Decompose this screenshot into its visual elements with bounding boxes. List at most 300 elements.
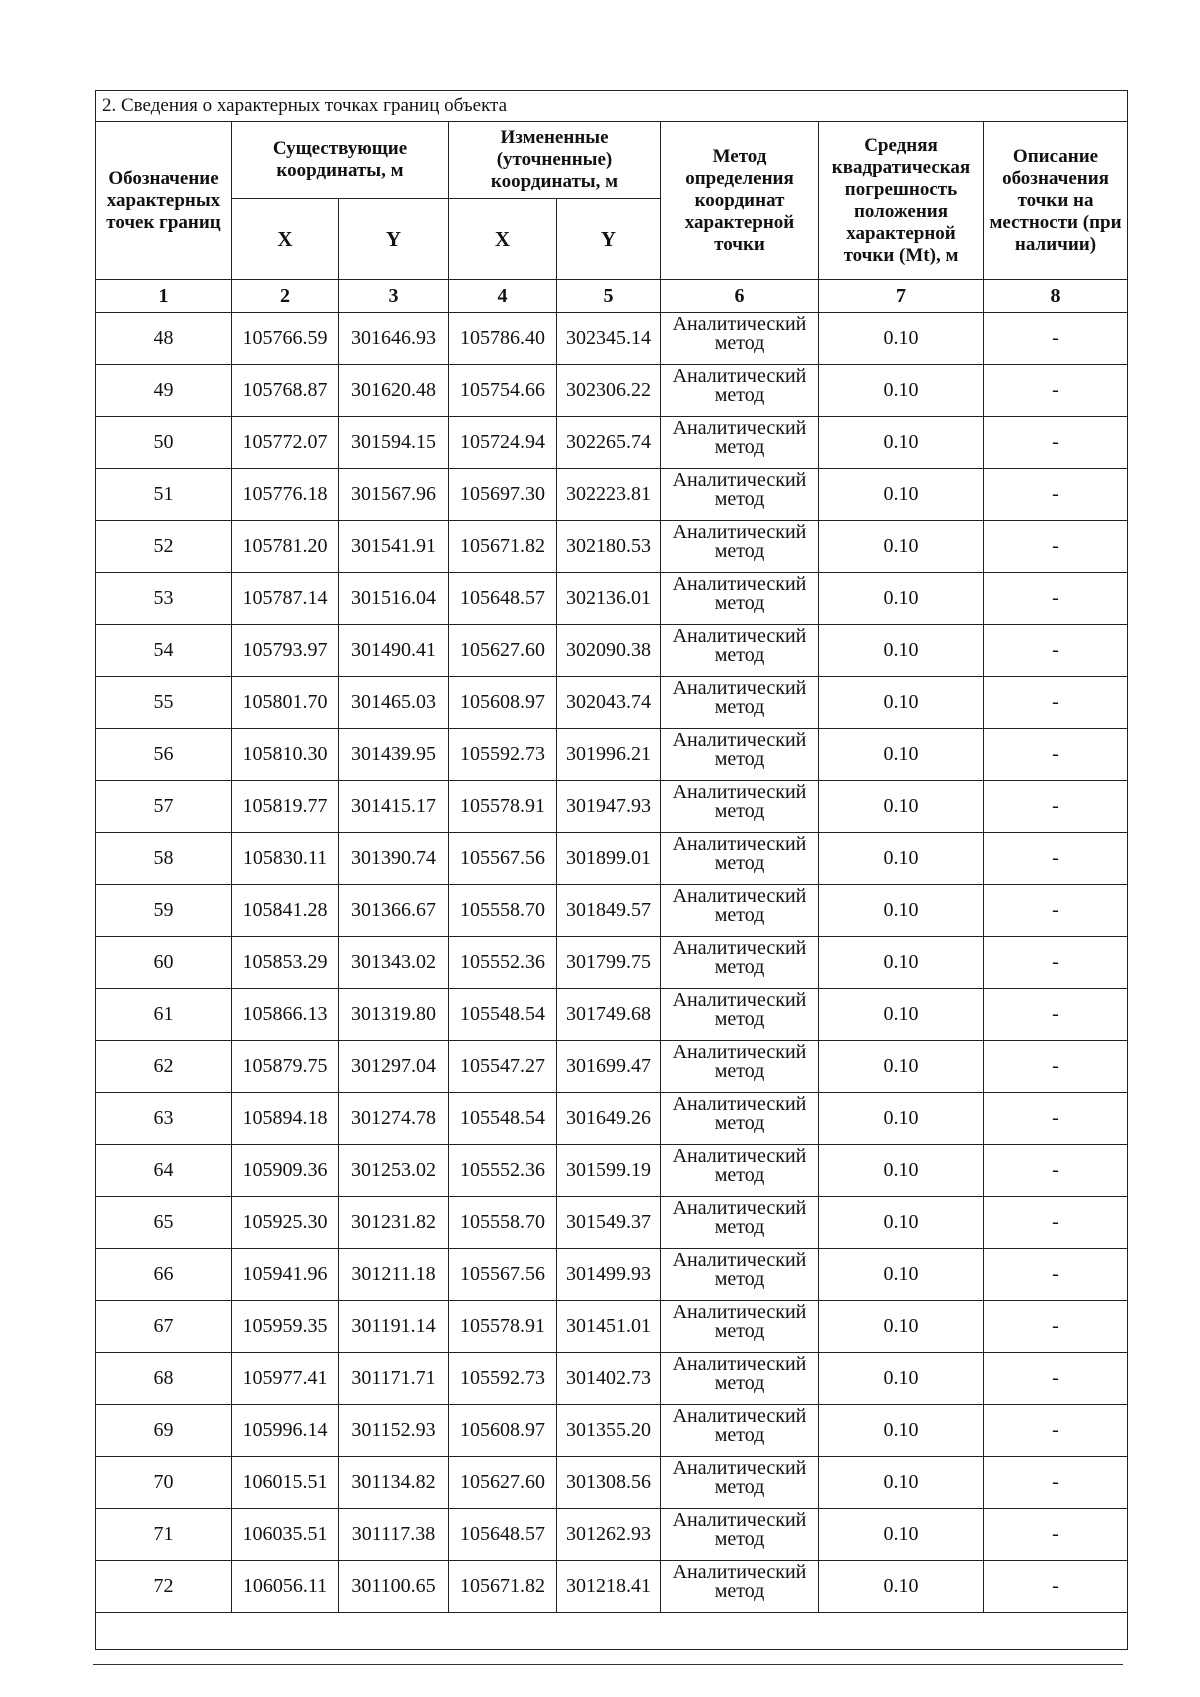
method-line-2: метод: [714, 904, 765, 926]
method-line-1: Аналитический: [672, 1457, 807, 1479]
cell-existing-x: 105959.35: [232, 1301, 339, 1353]
cell-existing-x: 105996.14: [232, 1405, 339, 1457]
cell-changed-y: 301262.93: [557, 1509, 661, 1561]
table-row: [96, 1561, 1128, 1613]
cell-changed-y: 302090.38: [557, 625, 661, 677]
cell-changed-y: 301849.57: [557, 885, 661, 937]
cell-point: 59: [96, 885, 232, 937]
method-line-1: Аналитический: [672, 313, 807, 335]
cell-point: 65: [96, 1197, 232, 1249]
cell-mean-error: 0.10: [819, 833, 984, 885]
cell-changed-y: 301947.93: [557, 781, 661, 833]
table-row: [96, 1405, 1128, 1457]
cell-description: -: [984, 1093, 1128, 1145]
method-line-1: Аналитический: [672, 1093, 807, 1115]
table-row: [96, 1145, 1128, 1197]
cell-changed-y: 302306.22: [557, 365, 661, 417]
cell-existing-x: 105925.30: [232, 1197, 339, 1249]
cell-method: [661, 1405, 819, 1457]
table-body: [96, 313, 1128, 1613]
cell-existing-y: 301567.96: [339, 469, 449, 521]
cell-description: -: [984, 937, 1128, 989]
empty-footer-cell: [96, 1613, 1128, 1650]
method-line-2: метод: [714, 644, 765, 666]
table-row: [96, 1509, 1128, 1561]
cell-description: -: [984, 521, 1128, 573]
cell-existing-y: 301297.04: [339, 1041, 449, 1093]
cell-method: [661, 625, 819, 677]
cell-mean-error: 0.10: [819, 1457, 984, 1509]
header-changed-coords: Измененные (уточненные) координаты, м: [449, 122, 661, 199]
cell-point: 69: [96, 1405, 232, 1457]
header-row-1: [96, 122, 1128, 199]
cell-changed-y: 301799.75: [557, 937, 661, 989]
cell-existing-x: 105772.07: [232, 417, 339, 469]
table-row: [96, 313, 1128, 365]
cell-existing-y: 301343.02: [339, 937, 449, 989]
method-line-2: метод: [714, 1060, 765, 1082]
method-line-1: Аналитический: [672, 1145, 807, 1167]
method-line-1: Аналитический: [672, 781, 807, 803]
cell-point: 53: [96, 573, 232, 625]
table-row: [96, 1041, 1128, 1093]
cell-existing-y: 301415.17: [339, 781, 449, 833]
cell-point: 70: [96, 1457, 232, 1509]
cell-mean-error: 0.10: [819, 1145, 984, 1197]
cell-point: 52: [96, 521, 232, 573]
column-number-row: [96, 280, 1128, 313]
cell-mean-error: 0.10: [819, 1249, 984, 1301]
cell-changed-y: 301499.93: [557, 1249, 661, 1301]
cell-existing-y: 301274.78: [339, 1093, 449, 1145]
cell-existing-y: 301100.65: [339, 1561, 449, 1613]
cell-changed-x: 105786.40: [449, 313, 557, 365]
cell-existing-x: 105830.11: [232, 833, 339, 885]
header-existing-coords: Существующие координаты, м: [232, 122, 449, 199]
method-line-2: метод: [714, 956, 765, 978]
cell-description: -: [984, 885, 1128, 937]
cell-changed-x: 105671.82: [449, 521, 557, 573]
cell-existing-y: 301439.95: [339, 729, 449, 781]
column-number: 2: [232, 280, 339, 313]
cell-changed-y: 301402.73: [557, 1353, 661, 1405]
cell-existing-x: 106056.11: [232, 1561, 339, 1613]
cell-description: -: [984, 1561, 1128, 1613]
header-point-designation: Обозначение характерных точек границ: [96, 122, 232, 280]
cell-existing-x: 105768.87: [232, 365, 339, 417]
cell-changed-y: 301649.26: [557, 1093, 661, 1145]
table-row: [96, 1301, 1128, 1353]
cell-changed-x: 105552.36: [449, 1145, 557, 1197]
table-row: [96, 729, 1128, 781]
cell-description: -: [984, 1041, 1128, 1093]
method-line-1: Аналитический: [672, 469, 807, 491]
table-row: [96, 1457, 1128, 1509]
header-changed-x: X: [449, 199, 557, 280]
table-row: [96, 417, 1128, 469]
cell-changed-x: 105608.97: [449, 1405, 557, 1457]
cell-changed-x: 105558.70: [449, 1197, 557, 1249]
method-line-2: метод: [714, 1372, 765, 1394]
cell-method: [661, 1509, 819, 1561]
cell-point: 60: [96, 937, 232, 989]
table-row: [96, 365, 1128, 417]
table-row: [96, 521, 1128, 573]
cell-changed-y: 302180.53: [557, 521, 661, 573]
cell-point: 58: [96, 833, 232, 885]
cell-point: 48: [96, 313, 232, 365]
cell-description: -: [984, 1145, 1128, 1197]
cell-changed-x: 105627.60: [449, 625, 557, 677]
cell-method: [661, 1457, 819, 1509]
method-line-1: Аналитический: [672, 885, 807, 907]
section-title: 2. Сведения о характерных точках границ объекта: [96, 91, 1128, 122]
cell-existing-y: 301646.93: [339, 313, 449, 365]
table-row: [96, 573, 1128, 625]
method-line-2: метод: [714, 748, 765, 770]
cell-changed-y: 302136.01: [557, 573, 661, 625]
table-row: [96, 677, 1128, 729]
cell-mean-error: 0.10: [819, 469, 984, 521]
method-line-2: метод: [714, 1008, 765, 1030]
cell-description: -: [984, 313, 1128, 365]
cell-existing-x: 105781.20: [232, 521, 339, 573]
table-row: [96, 1249, 1128, 1301]
cell-changed-x: 105578.91: [449, 1301, 557, 1353]
cell-existing-x: 105941.96: [232, 1249, 339, 1301]
cell-existing-y: 301465.03: [339, 677, 449, 729]
cell-changed-x: 105558.70: [449, 885, 557, 937]
cell-mean-error: 0.10: [819, 1405, 984, 1457]
cell-method: [661, 1353, 819, 1405]
cell-point: 72: [96, 1561, 232, 1613]
method-line-1: Аналитический: [672, 937, 807, 959]
cell-changed-x: 105567.56: [449, 833, 557, 885]
cell-point: 66: [96, 1249, 232, 1301]
cell-method: [661, 1249, 819, 1301]
cell-method: [661, 1041, 819, 1093]
cell-point: 71: [96, 1509, 232, 1561]
method-line-2: метод: [714, 384, 765, 406]
cell-existing-y: 301490.41: [339, 625, 449, 677]
cell-method: [661, 1093, 819, 1145]
cell-changed-x: 105548.54: [449, 989, 557, 1041]
cell-mean-error: 0.10: [819, 417, 984, 469]
cell-existing-y: 301541.91: [339, 521, 449, 573]
method-line-1: Аналитический: [672, 417, 807, 439]
cell-description: -: [984, 1301, 1128, 1353]
method-line-1: Аналитический: [672, 521, 807, 543]
cell-description: -: [984, 1249, 1128, 1301]
method-line-2: метод: [714, 436, 765, 458]
method-line-1: Аналитический: [672, 1301, 807, 1323]
method-line-2: метод: [714, 1476, 765, 1498]
cell-mean-error: 0.10: [819, 573, 984, 625]
cell-mean-error: 0.10: [819, 937, 984, 989]
cell-existing-y: 301134.82: [339, 1457, 449, 1509]
cell-changed-y: 302345.14: [557, 313, 661, 365]
cell-method: [661, 365, 819, 417]
cell-description: -: [984, 677, 1128, 729]
table-row: [96, 833, 1128, 885]
method-line-1: Аналитический: [672, 365, 807, 387]
cell-existing-x: 105819.77: [232, 781, 339, 833]
cell-changed-y: 301996.21: [557, 729, 661, 781]
cell-method: [661, 1301, 819, 1353]
column-number: 8: [984, 280, 1128, 313]
cell-existing-x: 105841.28: [232, 885, 339, 937]
cell-changed-y: 302265.74: [557, 417, 661, 469]
bottom-rule: [93, 1664, 1123, 1665]
cell-changed-x: 105754.66: [449, 365, 557, 417]
method-line-1: Аналитический: [672, 677, 807, 699]
cell-point: 50: [96, 417, 232, 469]
cell-point: 68: [96, 1353, 232, 1405]
cell-point: 55: [96, 677, 232, 729]
cell-changed-y: 301451.01: [557, 1301, 661, 1353]
cell-method: [661, 677, 819, 729]
header-existing-x: X: [232, 199, 339, 280]
cell-point: 64: [96, 1145, 232, 1197]
cell-changed-y: 301549.37: [557, 1197, 661, 1249]
cell-description: -: [984, 1353, 1128, 1405]
cell-existing-x: 105879.75: [232, 1041, 339, 1093]
method-line-1: Аналитический: [672, 833, 807, 855]
method-line-2: метод: [714, 1528, 765, 1550]
column-number: 3: [339, 280, 449, 313]
cell-mean-error: 0.10: [819, 1353, 984, 1405]
column-number: 4: [449, 280, 557, 313]
cell-method: [661, 417, 819, 469]
cell-mean-error: 0.10: [819, 365, 984, 417]
method-line-2: метод: [714, 540, 765, 562]
cell-method: [661, 521, 819, 573]
method-line-1: Аналитический: [672, 1509, 807, 1531]
cell-existing-x: 105776.18: [232, 469, 339, 521]
cell-existing-y: 301171.71: [339, 1353, 449, 1405]
method-line-1: Аналитический: [672, 1405, 807, 1427]
cell-changed-x: 105547.27: [449, 1041, 557, 1093]
cell-mean-error: 0.10: [819, 1041, 984, 1093]
header-changed-y: Y: [557, 199, 661, 280]
cell-changed-y: 302223.81: [557, 469, 661, 521]
cell-changed-y: 301749.68: [557, 989, 661, 1041]
cell-mean-error: 0.10: [819, 1561, 984, 1613]
cell-point: 49: [96, 365, 232, 417]
cell-changed-x: 105552.36: [449, 937, 557, 989]
table-row: [96, 1353, 1128, 1405]
section-title-row: [96, 91, 1128, 122]
cell-method: [661, 1561, 819, 1613]
cell-description: -: [984, 729, 1128, 781]
cell-changed-x: 105567.56: [449, 1249, 557, 1301]
cell-description: -: [984, 365, 1128, 417]
table-row: [96, 885, 1128, 937]
cell-changed-y: 301218.41: [557, 1561, 661, 1613]
method-line-2: метод: [714, 1164, 765, 1186]
cell-point: 63: [96, 1093, 232, 1145]
cell-mean-error: 0.10: [819, 521, 984, 573]
cell-changed-y: 301355.20: [557, 1405, 661, 1457]
cell-changed-x: 105671.82: [449, 1561, 557, 1613]
cell-mean-error: 0.10: [819, 885, 984, 937]
method-line-2: метод: [714, 488, 765, 510]
cell-changed-x: 105648.57: [449, 573, 557, 625]
method-line-1: Аналитический: [672, 1353, 807, 1375]
method-line-1: Аналитический: [672, 1197, 807, 1219]
cell-method: [661, 469, 819, 521]
cell-existing-x: 105894.18: [232, 1093, 339, 1145]
method-line-2: метод: [714, 332, 765, 354]
cell-changed-x: 105578.91: [449, 781, 557, 833]
cell-description: -: [984, 989, 1128, 1041]
cell-existing-x: 106015.51: [232, 1457, 339, 1509]
cell-existing-y: 301191.14: [339, 1301, 449, 1353]
cell-mean-error: 0.10: [819, 625, 984, 677]
cell-method: [661, 729, 819, 781]
cell-description: -: [984, 573, 1128, 625]
cell-method: [661, 1145, 819, 1197]
method-line-2: метод: [714, 1112, 765, 1134]
cell-description: -: [984, 469, 1128, 521]
cell-description: -: [984, 1509, 1128, 1561]
cell-point: 54: [96, 625, 232, 677]
cell-changed-x: 105697.30: [449, 469, 557, 521]
cell-existing-x: 105787.14: [232, 573, 339, 625]
method-line-1: Аналитический: [672, 625, 807, 647]
cell-changed-x: 105592.73: [449, 729, 557, 781]
empty-footer-row: [96, 1613, 1128, 1650]
column-number: 6: [661, 280, 819, 313]
cell-changed-x: 105724.94: [449, 417, 557, 469]
method-line-2: метод: [714, 1424, 765, 1446]
cell-existing-x: 105793.97: [232, 625, 339, 677]
cell-method: [661, 833, 819, 885]
cell-mean-error: 0.10: [819, 1093, 984, 1145]
cell-point: 51: [96, 469, 232, 521]
cell-method: [661, 573, 819, 625]
column-number: 5: [557, 280, 661, 313]
cell-method: [661, 313, 819, 365]
cell-changed-y: 301899.01: [557, 833, 661, 885]
cell-method: [661, 989, 819, 1041]
column-number: 7: [819, 280, 984, 313]
cell-mean-error: 0.10: [819, 1301, 984, 1353]
header-method: Метод определения координат характерной точки: [661, 122, 819, 280]
cell-point: 61: [96, 989, 232, 1041]
cell-existing-x: 105853.29: [232, 937, 339, 989]
cell-existing-x: 106035.51: [232, 1509, 339, 1561]
method-line-1: Аналитический: [672, 989, 807, 1011]
cell-point: 56: [96, 729, 232, 781]
cell-description: -: [984, 1197, 1128, 1249]
method-line-1: Аналитический: [672, 573, 807, 595]
header-existing-y: Y: [339, 199, 449, 280]
cell-changed-y: 301699.47: [557, 1041, 661, 1093]
cell-existing-y: 301253.02: [339, 1145, 449, 1197]
table-row: [96, 1197, 1128, 1249]
cell-mean-error: 0.10: [819, 677, 984, 729]
cell-method: [661, 1197, 819, 1249]
cell-mean-error: 0.10: [819, 781, 984, 833]
method-line-1: Аналитический: [672, 1041, 807, 1063]
cell-existing-x: 105766.59: [232, 313, 339, 365]
method-line-2: метод: [714, 800, 765, 822]
cell-method: [661, 781, 819, 833]
cell-mean-error: 0.10: [819, 1197, 984, 1249]
cell-existing-y: 301319.80: [339, 989, 449, 1041]
method-line-2: метод: [714, 1216, 765, 1238]
cell-existing-x: 105866.13: [232, 989, 339, 1041]
boundary-points-table: [95, 90, 1128, 1650]
cell-existing-x: 105801.70: [232, 677, 339, 729]
cell-method: [661, 885, 819, 937]
cell-existing-y: 301620.48: [339, 365, 449, 417]
cell-mean-error: 0.10: [819, 313, 984, 365]
cell-mean-error: 0.10: [819, 1509, 984, 1561]
cell-existing-y: 301231.82: [339, 1197, 449, 1249]
cell-changed-x: 105608.97: [449, 677, 557, 729]
method-line-2: метод: [714, 1268, 765, 1290]
cell-existing-x: 105977.41: [232, 1353, 339, 1405]
boundary-points-sheet: [95, 90, 1127, 1650]
cell-changed-y: 301308.56: [557, 1457, 661, 1509]
table-row: [96, 469, 1128, 521]
cell-mean-error: 0.10: [819, 989, 984, 1041]
table-row: [96, 781, 1128, 833]
cell-changed-x: 105627.60: [449, 1457, 557, 1509]
cell-existing-x: 105810.30: [232, 729, 339, 781]
cell-existing-y: 301516.04: [339, 573, 449, 625]
method-line-2: метод: [714, 1320, 765, 1342]
cell-description: -: [984, 1457, 1128, 1509]
method-line-1: Аналитический: [672, 1561, 807, 1583]
cell-existing-y: 301594.15: [339, 417, 449, 469]
method-line-2: метод: [714, 696, 765, 718]
cell-changed-x: 105592.73: [449, 1353, 557, 1405]
cell-point: 62: [96, 1041, 232, 1093]
cell-changed-x: 105548.54: [449, 1093, 557, 1145]
cell-existing-y: 301117.38: [339, 1509, 449, 1561]
method-line-1: Аналитический: [672, 1249, 807, 1271]
cell-point: 57: [96, 781, 232, 833]
cell-description: -: [984, 625, 1128, 677]
header-mean-error: Средняя квадратическая погрешность положения характерной точки (Mt), м: [819, 122, 984, 280]
cell-existing-y: 301211.18: [339, 1249, 449, 1301]
cell-existing-y: 301152.93: [339, 1405, 449, 1457]
table-row: [96, 625, 1128, 677]
cell-mean-error: 0.10: [819, 729, 984, 781]
header-description: Описание обозначения точки на местности (при наличии): [984, 122, 1128, 280]
method-line-2: метод: [714, 852, 765, 874]
cell-changed-y: 302043.74: [557, 677, 661, 729]
cell-existing-y: 301390.74: [339, 833, 449, 885]
cell-existing-x: 105909.36: [232, 1145, 339, 1197]
cell-existing-y: 301366.67: [339, 885, 449, 937]
cell-description: -: [984, 781, 1128, 833]
cell-changed-y: 301599.19: [557, 1145, 661, 1197]
cell-changed-x: 105648.57: [449, 1509, 557, 1561]
method-line-2: метод: [714, 592, 765, 614]
cell-method: [661, 937, 819, 989]
table-row: [96, 989, 1128, 1041]
table-row: [96, 1093, 1128, 1145]
cell-point: 67: [96, 1301, 232, 1353]
cell-description: -: [984, 1405, 1128, 1457]
method-line-1: Аналитический: [672, 729, 807, 751]
method-line-2: метод: [714, 1580, 765, 1602]
cell-description: -: [984, 417, 1128, 469]
